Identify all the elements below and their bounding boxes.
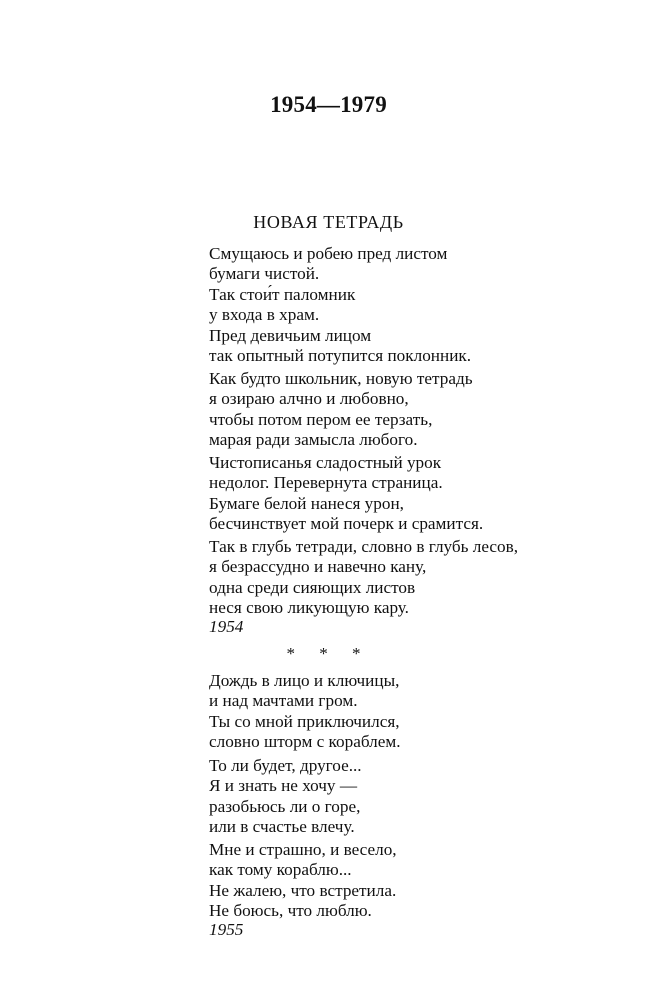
poem-line: Мне и страшно, и весело, [209, 840, 397, 859]
poem-line: Пред девичьим лицом [209, 325, 372, 345]
poem-line: Я и знать не хочу — [209, 776, 358, 796]
poem-line: марая ради замысла любого. [209, 430, 418, 450]
poem-line: Не жалею, что встретила. [209, 880, 397, 900]
poem-line: Так в глубь тетради, словно в глубь лесов, [209, 537, 519, 556]
poem-line: или в счастье влечу. [209, 817, 355, 837]
poem-line: То ли будет, другое... [209, 756, 362, 775]
section-title: 1954—1979 [270, 92, 387, 117]
poem-line: я безрассудно и навечно кану, [209, 557, 427, 577]
poem-line: я озираю алчно и любовно, [209, 389, 409, 409]
stanza [209, 369, 629, 451]
poem-line: Как будто школьник, новую тетрадь [209, 369, 473, 388]
poem-line: бумаги чистой. [209, 264, 320, 284]
stanza [209, 537, 629, 619]
poem-date: 1955 [209, 920, 244, 939]
stanza [209, 453, 629, 535]
poem-1-stanza-2 [209, 369, 629, 451]
poem-line: Не боюсь, что люблю. [209, 901, 372, 921]
poem-title: НОВАЯ ТЕТРАДЬ [253, 212, 404, 232]
poem-line: словно шторм с кораблем. [209, 732, 401, 752]
poem-2-stanza-3 [209, 840, 629, 922]
poem-line: недолог. Перевернута страница. [209, 473, 443, 493]
poem-line: у входа в храм. [209, 305, 320, 325]
poem-1-stanza-4 [209, 537, 629, 619]
poem-line: так опытный потупится поклонник. [209, 346, 472, 366]
stanza [209, 840, 629, 922]
poem-line: бесчинствует мой почерк и срамится. [209, 514, 484, 534]
stanza [209, 756, 629, 838]
poem-line: Дождь в лицо и ключицы, [209, 671, 400, 690]
poem-line: Так стои́т паломник [209, 284, 356, 304]
stanza [209, 671, 629, 753]
stanza [209, 244, 629, 366]
poem-2-stanza-2 [209, 756, 629, 838]
poem-line: одна среди сияющих листов [209, 577, 416, 597]
poem-line: неся свою ликующую кару. [209, 598, 409, 618]
separator: * * * [286, 644, 371, 663]
poem-date: 1954 [209, 617, 244, 636]
poem-line: Бумаге белой нанеся урон, [209, 493, 404, 513]
poem-line: Смущаюсь и робею пред листом [209, 244, 448, 263]
poem-line: как тому кораблю... [209, 860, 352, 880]
poem-line: Ты со мной приключился, [209, 711, 400, 731]
poem-1 [209, 244, 629, 366]
poem-2 [209, 671, 629, 753]
poem-line: разобьюсь ли о горе, [209, 796, 361, 816]
poem-line: и над мачтами гром. [209, 691, 358, 711]
poem-line: чтобы потом пером ее терзать, [209, 409, 433, 429]
poem-1-stanza-3 [209, 453, 629, 535]
poem-line: Чистописанья сладостный урок [209, 453, 442, 472]
